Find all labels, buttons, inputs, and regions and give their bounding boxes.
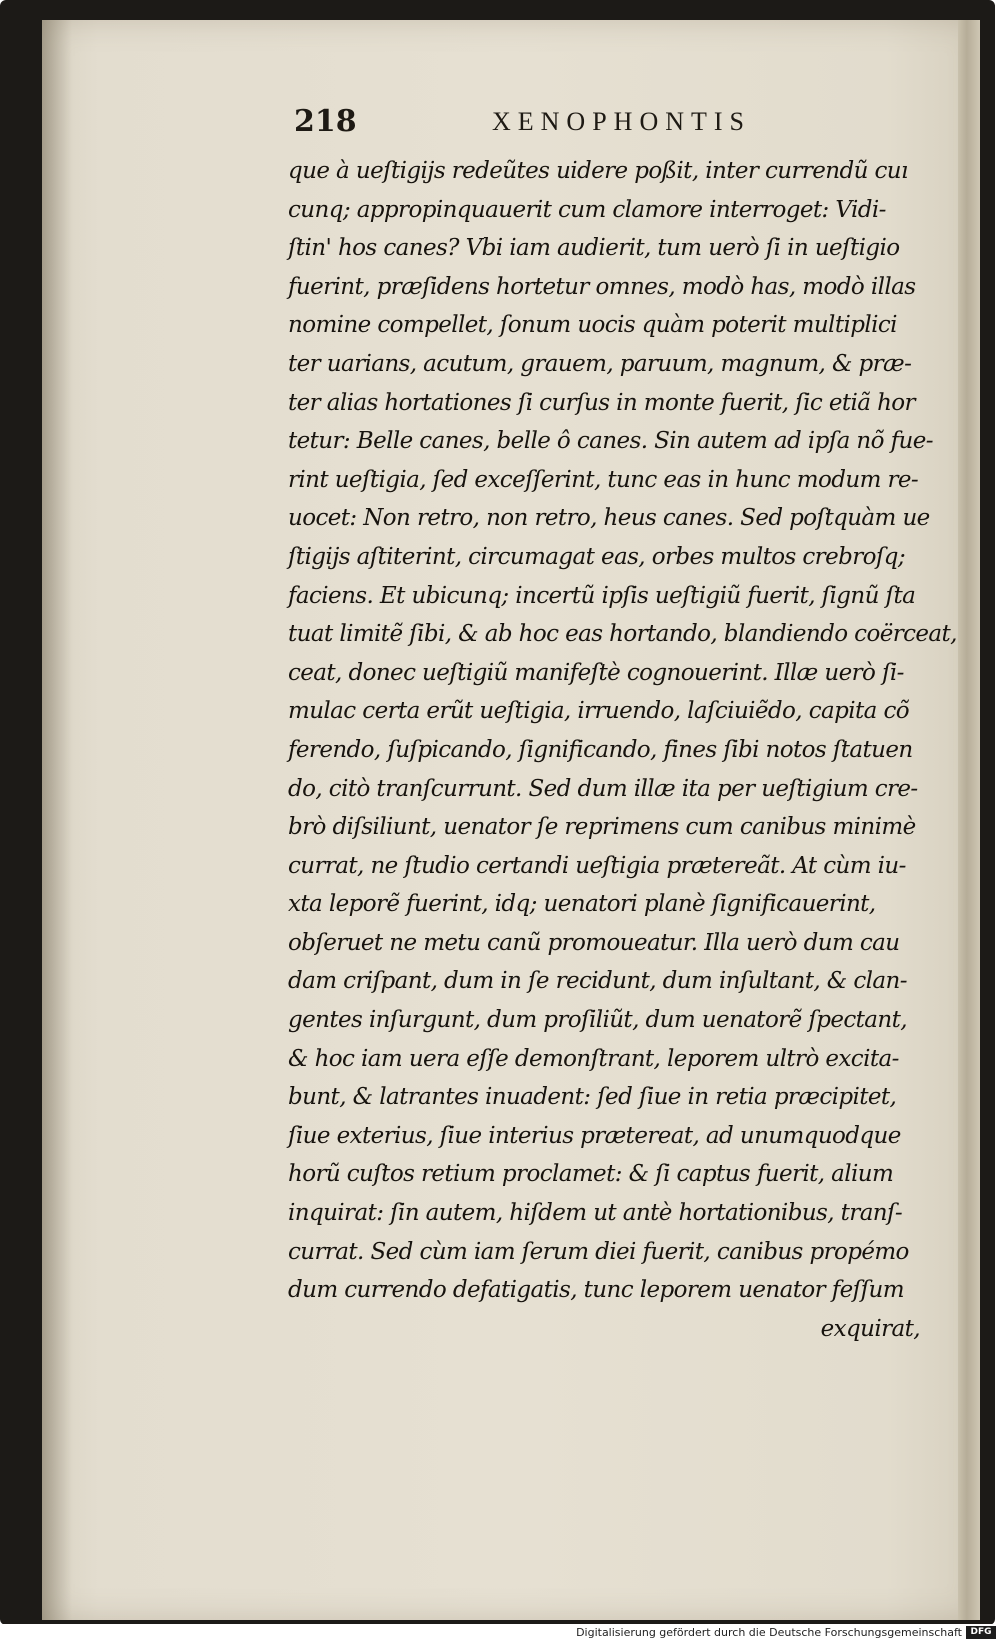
running-head [42,104,980,144]
running-title: XENOPHONTIS [492,107,751,136]
text-line: uocet: Non retro, non retro, heus canes. Sed poſtquàm ue [288,505,930,532]
text-line: ſiue exterius, ſiue interius prætereat, ad unumquodque [288,1122,901,1149]
text-line: horũ cuſtos retium proclamet: & ſi captus fuerit, alium [288,1161,894,1188]
text-line: cunq; appropinquauerit cum clamore interroget: Vidi- [288,196,886,223]
page-number: 218 [294,104,357,139]
text-line: bunt, & latrantes inuadent: ſed ſiue in retia præcipitet, [288,1084,897,1111]
text-line: ferendo, ſuſpicando, ſignificando, fines ſibi notos ſtatuen [288,736,913,763]
book-page [42,20,980,1620]
text-line: ter uarians, acutum, grauem, paruum, magnum, & præ- [288,350,912,377]
text-line: brò diſsiliunt, uenator ſe reprimens cum canibus minimè [288,814,916,841]
text-line: tuat limitẽ ſibi, & ab hoc eas hortando, blandiendo coërceat, [288,621,957,648]
text-line: dam criſpant, dum in ſe recidunt, dum inſultant, & clan- [288,968,907,995]
text-line: rint ueſtigia, ſed exceſſerint, tunc eas in hunc modum re- [288,466,919,493]
funding-credit: Digitalisierung gefördert durch die Deutsche Forschungsgemeinschaft [576,1626,962,1639]
text-line: que à ueſtigijs redeũtes uidere poßit, inter currendũ cuı [288,158,908,184]
catchword: exquirat, [820,1315,920,1342]
text-line: do, citò tranſcurrunt. Sed dum illæ ita per ueſtigium cre- [288,775,918,802]
text-line: nomine compellet, ſonum uocis quàm poterit multiplici [288,312,897,339]
text-line: ter alias hortationes ſi curſus in monte fuerit, ſic etiã hor [288,389,915,416]
text-line: xta leporẽ fuerint, idq; uenatori planè ſignificauerint, [288,891,876,918]
text-line: tetur: Belle canes, belle ô canes. Sin autem ad ipſa nõ fue- [288,428,933,455]
text-line: dum currendo defatigatis, tunc leporem uenator feſſum [288,1277,904,1304]
text-line: & hoc iam uera eſſe demonſtrant, leporem ultrò excita- [288,1045,899,1072]
text-line: currat, ne ſtudio certandi ueſtigia prætereãt. At cùm iu- [288,852,906,879]
dfg-logo: DFG [966,1626,996,1639]
text-line: ceat, donec ueſtigiũ manifeſtè cognouerint. Illæ uerò ſi- [288,659,904,686]
text-line: ſtigijs aſtiterint, circumagat eas, orbes multos crebroſq; [288,543,906,570]
spine-shadow [42,20,72,1620]
body-text [288,152,957,1348]
text-line: ſtin' hos canes? Vbi iam audierit, tum uerò ſi in ueſtigio [288,235,900,262]
text-line: currat. Sed cùm iam ſerum diei fuerit, canibus propémo [288,1238,909,1265]
text-line: faciens. Et ubicunq; incertũ ipſis ueſtigiũ fuerit, ſignũ ſta [288,582,916,609]
text-line: mulac certa erũt ueſtigia, irruendo, laſciuiẽdo, capita cõ [288,698,909,725]
text-line: gentes inſurgunt, dum proſiliũt, dum uenatorẽ ſpectant, [288,1007,907,1034]
page-edge [958,20,980,1620]
text-line: fuerint, præſidens hortetur omnes, modò has, modò illas [288,273,916,300]
text-line: obſeruet ne metu canũ promoueatur. Illa uerò dum cau [288,929,900,956]
footer-bar [0,1624,1000,1642]
text-line: inquirat: ſin autem, hiſdem ut antè hortationibus, tranſ- [288,1200,903,1227]
